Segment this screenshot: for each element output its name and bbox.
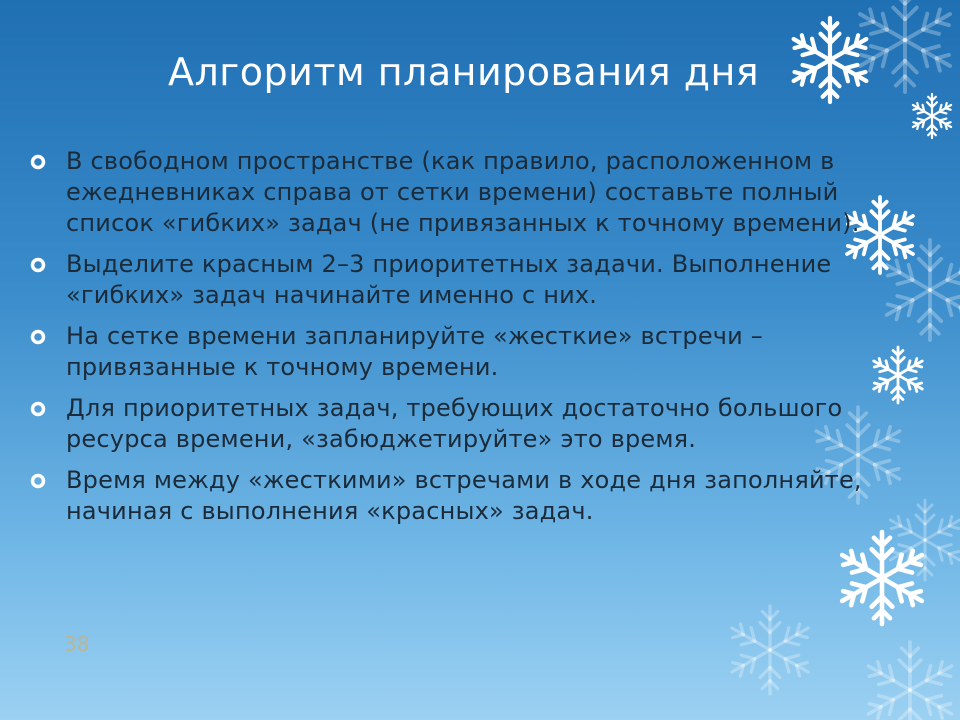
ring-bullet-icon (30, 154, 46, 170)
list-item (30, 321, 910, 383)
list-item (30, 393, 910, 455)
slide-title: Алгоритм планирования дня (168, 50, 760, 94)
ring-bullet-icon (30, 473, 46, 489)
bullet-text: Выделите красным 2–3 приоритетных задачи. Выполнение «гибких» задач начинайте именно с них. (66, 250, 832, 309)
slide-number: 38 (64, 632, 90, 656)
ring-bullet-icon (30, 329, 46, 345)
bullet-text: Время между «жесткими» встречами в ходе дня заполняйте, начиная с выполнения «красных» задач. (66, 466, 862, 525)
list-item (30, 249, 910, 311)
ring-bullet-icon (30, 401, 46, 417)
bullet-text: На сетке времени запланируйте «жесткие» встречи – привязанные к точному времени. (66, 322, 763, 381)
snowflake-icon (837, 532, 927, 624)
bullet-list (30, 146, 910, 537)
snowflake-icon (789, 18, 871, 102)
snowflake-icon (910, 94, 953, 138)
bullet-text: В свободном пространстве (как правило, расположенном в ежедневниках справа от сетки времени) составьте полный список «гибких» задач (не привязанных к точному времени). (66, 147, 860, 237)
bullet-text: Для приоритетных задач, требующих достаточно большого ресурса времени, «забюджетируйте» это время. (66, 394, 843, 453)
ring-bullet-icon (30, 257, 46, 273)
list-item (30, 146, 910, 239)
list-item (30, 465, 910, 527)
